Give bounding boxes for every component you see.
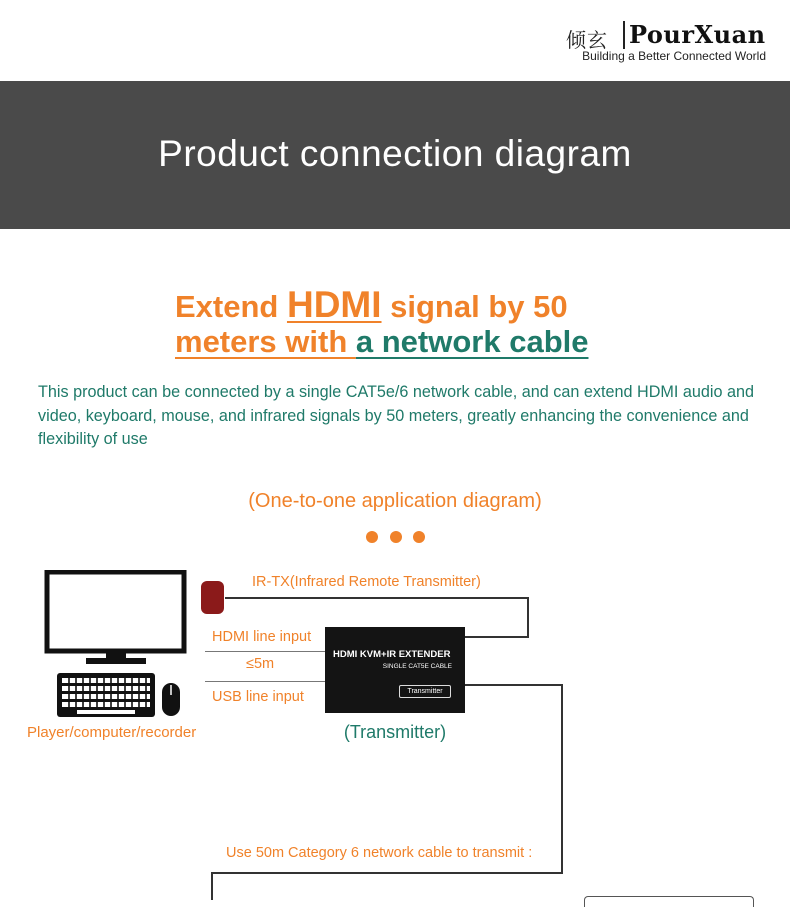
mouse-icon (160, 682, 184, 718)
distance-label: ≤5m (246, 656, 275, 672)
network-cable-label: Use 50m Category 6 network cable to transmit : (226, 845, 533, 861)
keyboard-icon (57, 673, 157, 719)
diagram-title: (One-to-one application diagram) (248, 490, 542, 512)
transmitter-caption: (Transmitter) (343, 722, 447, 742)
headline-text: signal by 50 (381, 289, 568, 324)
decorative-dot (366, 531, 378, 543)
network-cable-line (211, 872, 563, 874)
logo-chinese: 倾玄 (566, 28, 608, 52)
hdmi-input-label: HDMI line input (212, 629, 312, 645)
network-cable-line (211, 872, 213, 900)
headline-line-1 (175, 284, 568, 326)
logo-divider (623, 21, 625, 49)
ir-cable-line (225, 597, 529, 599)
headline-hdmi: HDMI (286, 284, 382, 325)
header (0, 0, 790, 81)
decorative-dot (413, 531, 425, 543)
player-label: Player/computer/recorder (27, 724, 197, 741)
usb-input-label: USB line input (212, 689, 304, 705)
product-description: This product can be connected by a single CAT5e/6 network cable, and can extend HDMI audio and video, keyboard, mouse, and infrared signals by 50 meters, greatly enhancing the convenience and flexibility of use (38, 383, 754, 448)
headline-text: Extend (175, 289, 287, 324)
hdmi-cable-line (205, 651, 325, 652)
receiver-device-edge (584, 896, 754, 907)
monitor-icon (44, 570, 189, 668)
banner-title: Product connection diagram (158, 133, 632, 174)
network-cable-line (561, 684, 563, 874)
headline-text: meters with (175, 324, 356, 359)
usb-cable-line (205, 681, 325, 682)
network-cable-line (465, 684, 563, 686)
ir-cable-line (527, 597, 529, 637)
ir-tx-label: IR-TX(Infrared Remote Transmitter) (252, 574, 481, 590)
transmitter-device (325, 627, 465, 713)
device-model-label: HDMI KVM+IR EXTENDER (333, 649, 451, 660)
brand-slogan: Building a Better Connected World (582, 49, 766, 63)
ir-transmitter-icon (201, 581, 224, 614)
logo-name: PourXuan (629, 20, 766, 49)
decorative-dot (390, 531, 402, 543)
ir-cable-line (465, 636, 529, 638)
headline-line-2 (175, 324, 588, 360)
headline-network-cable: a network cable (355, 324, 589, 359)
title-banner (0, 81, 790, 229)
transmitter-tag: Transmitter (399, 685, 451, 698)
device-subtitle-label: SINGLE CAT5E CABLE (382, 663, 452, 670)
